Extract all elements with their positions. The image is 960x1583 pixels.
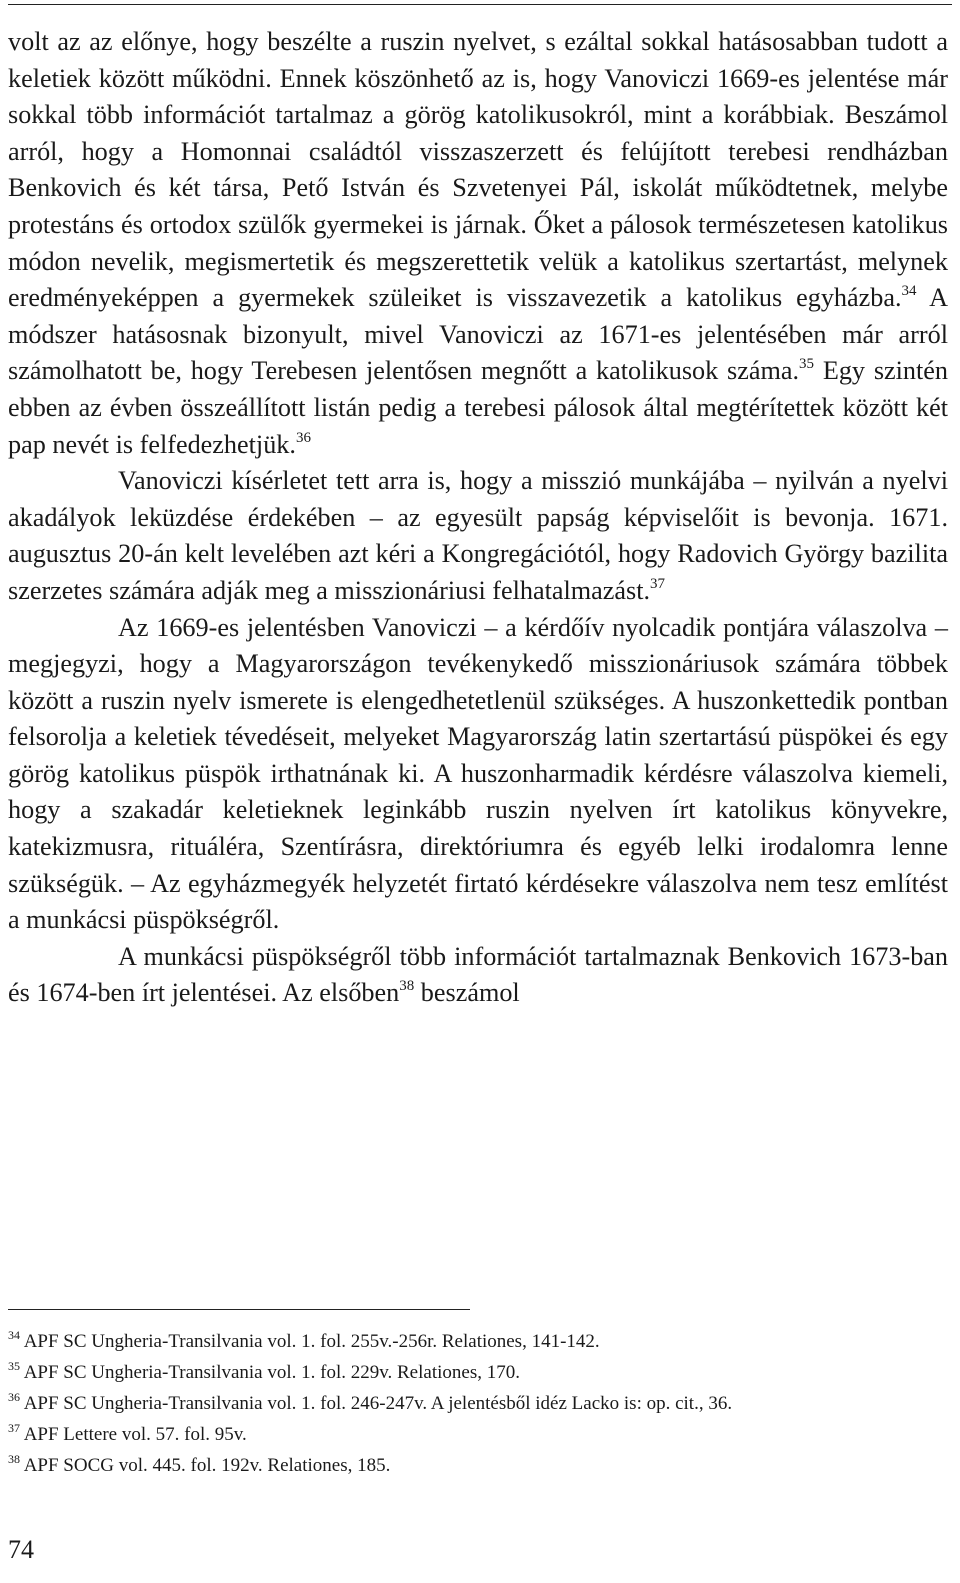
footnote-ref: 37 bbox=[650, 575, 666, 592]
paragraph bbox=[8, 939, 948, 1012]
footnote-text: APF Lettere vol. 57. fol. 95v. bbox=[23, 1424, 247, 1445]
paragraph bbox=[8, 24, 948, 463]
footnote-ref: 38 bbox=[399, 978, 415, 995]
footnote bbox=[8, 1421, 948, 1449]
footnote-text: APF SC Ungheria-Transilvania vol. 1. fol. 229v. Relationes, 170. bbox=[23, 1362, 520, 1383]
footnote-text: APF SC Ungheria-Transilvania vol. 1. fol. 246-247v. A jelentésből idéz Lacko is: op. cit., 36. bbox=[23, 1393, 733, 1414]
paragraph bbox=[8, 610, 948, 939]
paragraph-text: A módszer hatásosnak bizonyult, mivel Vanoviczi az 1671-es jelentésében már arról számolhatott be, hogy Terebesen jelentősen megnőtt a katolikusok száma. bbox=[8, 283, 948, 386]
footnote-ref: 34 bbox=[901, 283, 917, 300]
paragraph-text: Vanoviczi kísérletet tett arra is, hogy a misszió munkájába – nyilván a nyelvi akadályok leküzdése érdekében – az egyesült papság képviselőit is bevonja. 1671. augusztus 20-án kelt levelében azt kéri a Kongregációtól, hogy Radovich György bazilita szerzetes számára adják meg a misszionáriusi felhatalmazást. bbox=[8, 466, 948, 605]
top-rule bbox=[8, 4, 952, 5]
footnote-number: 35 bbox=[8, 1359, 20, 1373]
footnote-text: APF SC Ungheria-Transilvania vol. 1. fol. 255v.-256r. Relationes, 141-142. bbox=[23, 1331, 600, 1352]
paragraph-text: Egy szintén ebben az évben összeállított listán pedig a terebesi pálosok által megtérítettek között két pap nevét is felfedezhetjük. bbox=[8, 356, 948, 459]
footnote-number: 38 bbox=[8, 1452, 20, 1466]
footnote-separator bbox=[8, 1309, 470, 1310]
footnote-ref: 36 bbox=[295, 429, 311, 446]
paragraph-text: Az 1669-es jelentésben Vanoviczi – a kérdőív nyolcadik pontjára válaszolva – megjegyzi, hogy a Magyarországon tevékenykedő misszionáriusok számára többek között a ruszin nyelv ismerete is elengedhetetlenül szükséges. A huszonkettedik pontban felsorolja a keletiek tévedéseit, melyeket Magyarország latin szertartású püspökei és egy görög katolikus püspök irthatnának ki. A huszonharmadik kérdésre válaszolva kiemeli, hogy a szakadár keletieknek leginkább ruszin nyelven írt katolikus könyvekre, katekizmusra, rituáléra, Szentírásra, direktóriumra és egyéb lelki irodalomra lenne szükségük. – Az egyházmegyék helyzetét firtató kérdésekre válaszolva nem tesz említést a munkácsi püspökségről. bbox=[8, 612, 948, 935]
footnote bbox=[8, 1390, 948, 1418]
footnotes bbox=[8, 1328, 948, 1483]
footnote bbox=[8, 1359, 948, 1387]
footnote-number: 36 bbox=[8, 1390, 20, 1404]
body-text bbox=[8, 24, 948, 1012]
paragraph-text: A munkácsi püspökségről több információt tartalmaznak Benkovich 1673-ban és 1674-ben írt jelentései. Az elsőben bbox=[8, 941, 948, 1008]
footnote bbox=[8, 1452, 948, 1480]
paragraph-text: volt az az előnye, hogy beszélte a ruszin nyelvet, s ezáltal sokkal hatásosabban tudott a keletiek között működni. Ennek köszönhető az is, hogy Vanoviczi 1669-es jelentése már sokkal több információt tartalmaz a görög katolikusokról, mint a korábbiak. Beszámol arról, hogy a Homonnai családtól visszaszerzett és felújított terebesi rendházban Benkovich és két társa, Pető István és Szvetenyei Pál, iskolát működtetnek, melybe protestáns és ortodox szülők gyermekei is járnak. Őket a pálosok természetesen katolikus módon nevelik, megismertetik és megszerettetik velük a katolikus szertartást, melynek eredményeképpen a gyermekek szüleiket is visszavezetik a katolikus egyházba. bbox=[8, 27, 948, 313]
page-number: 74 bbox=[8, 1535, 34, 1564]
footnote bbox=[8, 1328, 948, 1356]
footnote-ref: 35 bbox=[799, 356, 815, 373]
paragraph bbox=[8, 463, 948, 609]
footnote-number: 37 bbox=[8, 1421, 20, 1435]
footnote-number: 34 bbox=[8, 1328, 20, 1342]
paragraph-text: beszámol bbox=[414, 978, 520, 1008]
footnote-text: APF SOCG vol. 445. fol. 192v. Relationes, 185. bbox=[23, 1455, 391, 1476]
